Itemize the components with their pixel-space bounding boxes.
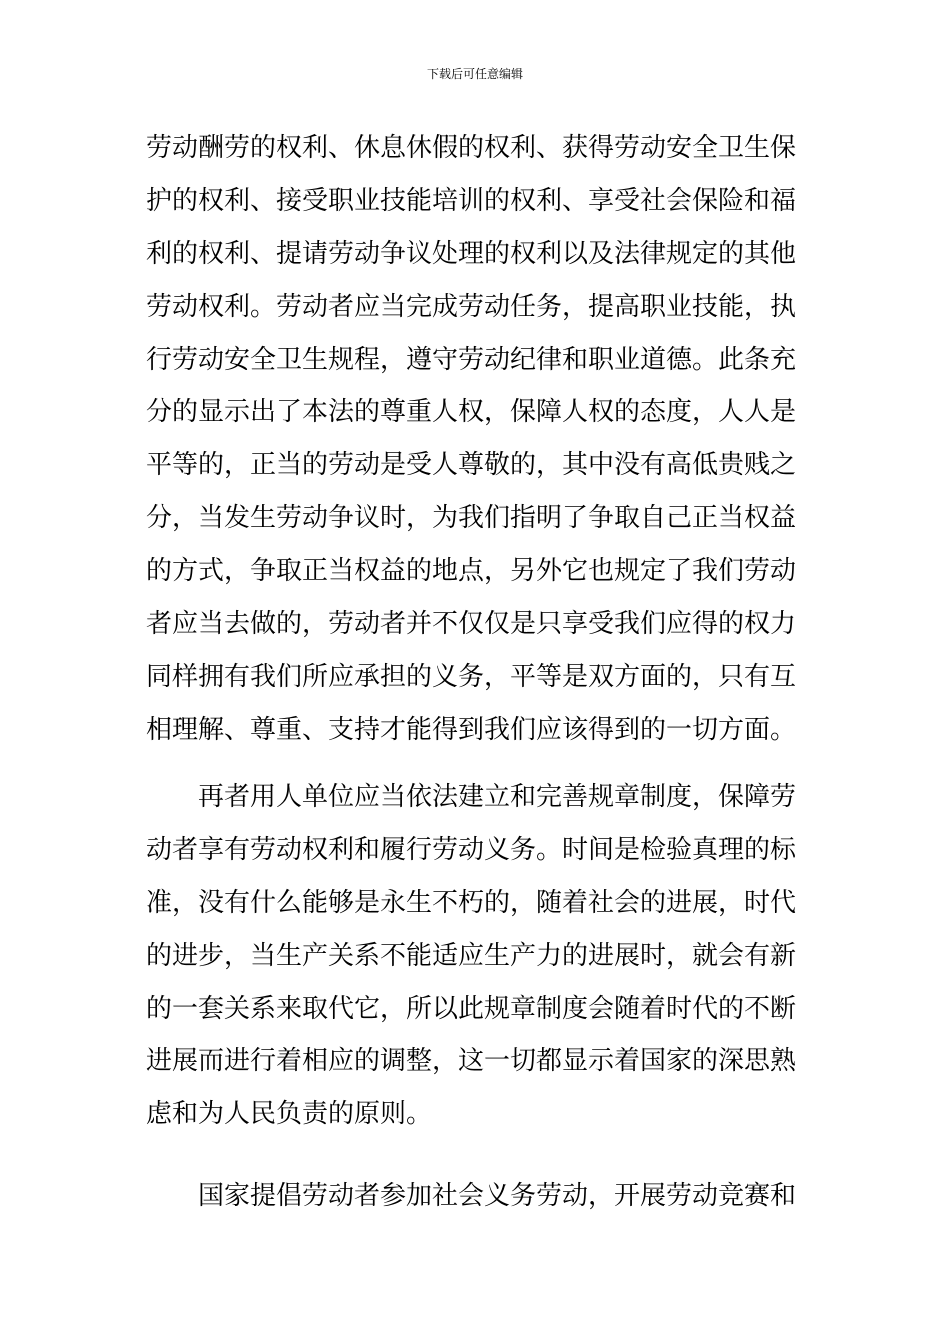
text-line: 平等的，正当的劳动是受人尊敬的，其中没有高低贵贱之	[146, 450, 797, 481]
text-line: 国家提倡劳动者参加社会义务劳动，开展劳动竞赛和	[198, 1181, 797, 1211]
text-line: 同样拥有我们所应承担的义务，平等是双方面的，只有互	[146, 661, 797, 692]
text-line: 者应当去做的，劳动者并不仅仅是只享受我们应得的权力	[146, 609, 797, 640]
text-line: 劳动酬劳的权利、休息休假的权利、获得劳动安全卫生保	[146, 133, 797, 163]
text-line: 进展而进行着相应的调整，这一切都显示着国家的深思熟	[146, 1046, 797, 1077]
text-line: 相理解、尊重、支持才能得到我们应该得到的一切方面。	[146, 714, 797, 745]
text-line: 利的权利、提请劳动争议处理的权利以及法律规定的其他	[146, 238, 797, 269]
paragraph-1	[146, 122, 808, 757]
text-line: 分，当发生劳动争议时，为我们指明了争取自己正当权益	[146, 503, 797, 534]
text-line: 的方式，争取正当权益的地点，另外它也规定了我们劳动	[146, 556, 797, 587]
paragraph-2	[146, 771, 808, 1141]
text-line: 的一套关系来取代它，所以此规章制度会随着时代的不断	[146, 993, 797, 1024]
page-header: 下载后可任意编辑	[426, 67, 523, 81]
text-line: 行劳动安全卫生规程，遵守劳动纪律和职业道德。此条充	[146, 344, 797, 375]
text-line: 护的权利、接受职业技能培训的权利、享受社会保险和福	[146, 185, 797, 216]
paragraph-3	[146, 1170, 808, 1223]
text-line: 再者用人单位应当依法建立和完善规章制度，保障劳	[198, 782, 797, 812]
text-line: 虑和为人民负责的原则。	[146, 1099, 433, 1130]
text-line: 分的显示出了本法的尊重人权，保障人权的态度，人人是	[146, 397, 797, 428]
text-line: 劳动权利。劳动者应当完成劳动任务，提高职业技能，执	[146, 291, 797, 322]
text-line: 准，没有什么能够是永生不朽的，随着社会的进展，时代	[146, 887, 797, 918]
text-line: 动者享有劳动权利和履行劳动义务。时间是检验真理的标	[146, 834, 797, 865]
text-line: 的进步，当生产关系不能适应生产力的进展时，就会有新	[146, 940, 797, 971]
